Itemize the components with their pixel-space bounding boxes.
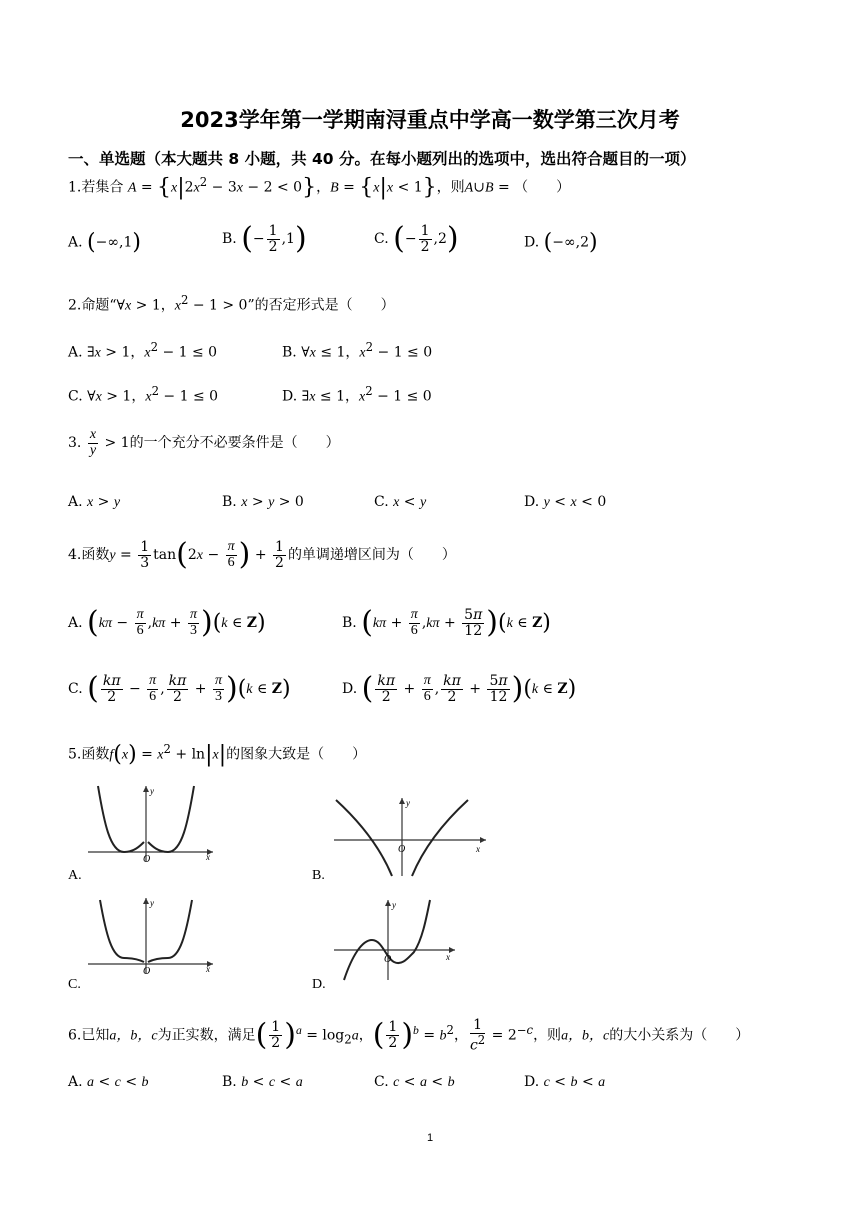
q5-option-b[interactable]: B.	[312, 868, 325, 883]
graph-c[interactable]	[88, 894, 218, 976]
svg-text:x: x	[446, 952, 450, 962]
graph-d[interactable]	[330, 896, 460, 982]
q2-option-c[interactable]: C. ∀x > 1，$x^2 - 1 \le 0$	[68, 384, 219, 405]
svg-text:x: x	[206, 852, 210, 862]
q3-option-d[interactable]: D. y < x < 0	[524, 494, 607, 510]
q3-option-c[interactable]: C. x < y	[374, 494, 427, 510]
q2-option-d[interactable]: D. ∃x ≤ 1，$x^2 - 1 \le 0$	[282, 384, 432, 405]
svg-text:O: O	[398, 844, 406, 855]
question-2: 2.命题“∀x > 1，$x^2 - 1 > 0$”的否定形式是（ ）	[68, 293, 395, 314]
graph-b[interactable]	[330, 792, 490, 878]
q4-option-b[interactable]: B. (kπ + $\frac{\pi}{6}$ ,kπ + $\frac{5\pi}{12}$ )(k ∈ Z)	[342, 605, 551, 641]
q1-option-d[interactable]: D. (−∞,2)	[524, 230, 598, 255]
svg-text:y: y	[150, 786, 154, 796]
q3-option-b[interactable]: B. x > y > 0	[222, 494, 304, 510]
svg-text:O: O	[384, 954, 392, 965]
q5-option-c[interactable]: C.	[68, 977, 81, 992]
question-4: 4.函数y = $\frac{1}{3}$ tan(2x − $\frac{\pi}{6}$ ) + $\frac{1}{2}$ 的单调递增区间为（ ）	[68, 537, 456, 573]
q4-option-a[interactable]: A. (kπ − $\frac{\pi}{6}$ ,kπ + $\frac{\pi}{3}$ )(k ∈ Z)	[68, 605, 266, 641]
svg-text:y: y	[406, 798, 410, 808]
question-1: 1.若集合 $A = \{x|2x^2 - 3x - 2 < 0\}$，B = {x|x < 1}，则A∪B = （ ）	[68, 175, 571, 201]
section-heading: 一、单选题（本大题共 8 小题，共 40 分。在每小题列出的选项中，选出符合题目的一项）	[68, 150, 696, 168]
q6-option-a[interactable]: A. a < c < b	[68, 1074, 149, 1090]
svg-text:y: y	[150, 898, 154, 908]
question-3: 3. $\frac{x}{y}$ > 1的一个充分不必要条件是（ ）	[68, 427, 340, 458]
svg-text:O: O	[143, 966, 151, 976]
page-title: 2023学年第一学期南浔重点中学高一数学第三次月考	[180, 108, 680, 132]
question-6: 6.已知a，b，c为正实数，满足( $\frac{1}{2}$ )$^a = \log_2a$，( $\frac{1}{2}$ )$^b = b^2$， $\frac{1}{c^2}$ = $2^{-c}$，则a，b，c的大小关系为（ ）	[68, 1017, 750, 1054]
q3-option-a[interactable]: A. x > y	[68, 494, 121, 510]
q6-option-b[interactable]: B. b < c < a	[222, 1074, 303, 1090]
q2-option-a[interactable]: A. ∃x > 1，$x^2 - 1 \le 0$	[68, 340, 218, 361]
q6-option-d[interactable]: D. c < b < a	[524, 1074, 606, 1090]
graph-a[interactable]	[88, 782, 218, 864]
q1-option-c[interactable]: C. (− $\frac{1}{2}$ ,2)	[374, 221, 459, 257]
q4-option-d[interactable]: D. ( $\frac{k\pi}{2}$ + $\frac{\pi}{6}$ , $\frac{k\pi}{2}$ + $\frac{5\pi}{12}$ )(k ∈ Z)	[342, 671, 577, 707]
q5-option-d[interactable]: D.	[312, 977, 326, 992]
q5-option-a[interactable]: A.	[68, 868, 82, 883]
svg-text:O: O	[143, 854, 151, 864]
question-5: 5.函数$f(x) = x^2 + \ln|x|$的图象大致是（ ）	[68, 742, 367, 768]
svg-text:y: y	[392, 900, 396, 910]
q6-option-c[interactable]: C. c < a < b	[374, 1074, 455, 1090]
q4-option-c[interactable]: C. ( $\frac{k\pi}{2}$ − $\frac{\pi}{6}$ , $\frac{k\pi}{2}$ + $\frac{\pi}{3}$ )(k ∈ Z)	[68, 671, 291, 707]
q1-option-a[interactable]: A. (−∞,1)	[68, 230, 141, 255]
q1-option-b[interactable]: B. (− $\frac{1}{2}$ ,1)	[222, 221, 307, 257]
q2-option-b[interactable]: B. ∀x ≤ 1，$x^2 - 1 \le 0$	[282, 340, 433, 361]
svg-text:x: x	[476, 844, 480, 854]
page-number: 1	[426, 1132, 434, 1144]
svg-text:x: x	[206, 964, 210, 974]
